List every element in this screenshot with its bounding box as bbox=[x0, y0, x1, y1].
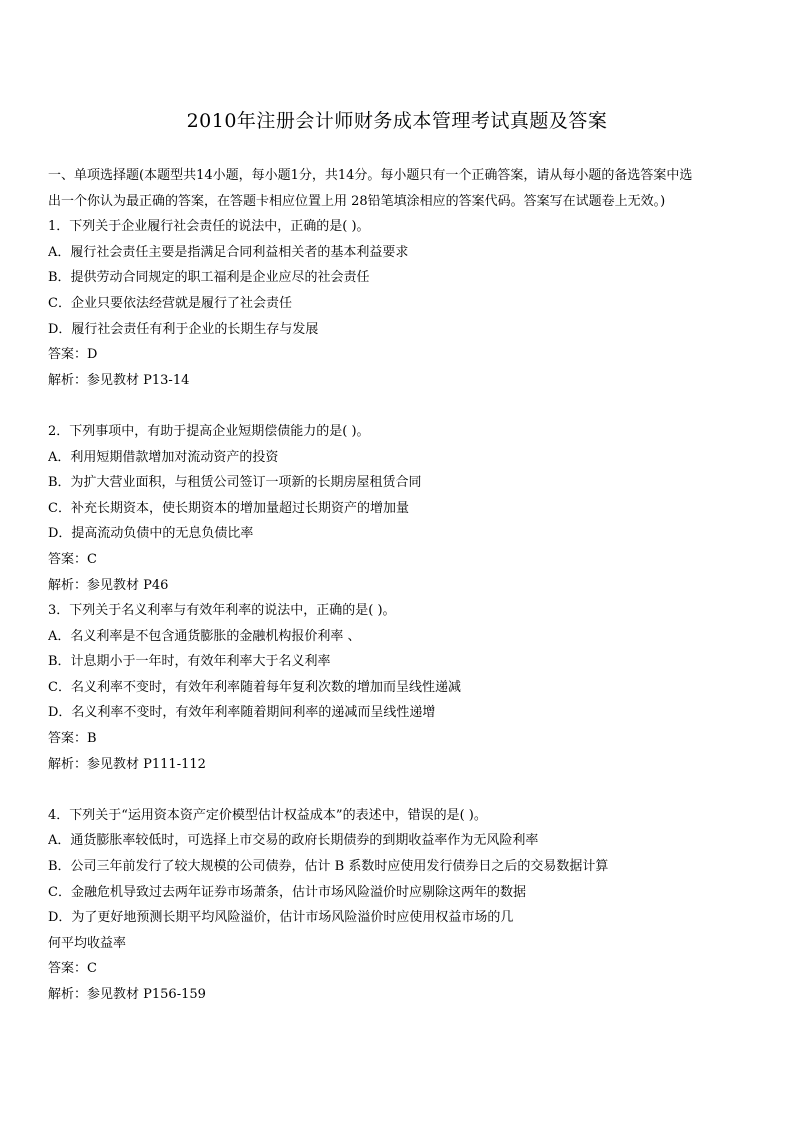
question-4 bbox=[48, 803, 768, 1008]
option-b: B．计息期小于一年时，有效年利率大于名义利率 bbox=[48, 654, 331, 670]
option-c: C．企业只要依法经营就是履行了社会责任 bbox=[48, 295, 292, 311]
option-c: C．名义利率不变时，有效年利率随着每年复利次数的增加而呈线性递减 bbox=[48, 679, 461, 695]
option-a: A．履行社会责任主要是指满足合同利益相关者的基本利益要求 bbox=[48, 244, 409, 260]
option-c: C．金融危机导致过去两年证券市场萧条，估计市场风险溢价时应剔除这两年的数据 bbox=[48, 884, 526, 900]
option-a: A．名义利率是不包含通货膨胀的金融机构报价利率 、 bbox=[48, 628, 361, 644]
answer: 答案：C bbox=[48, 961, 97, 977]
document-body bbox=[48, 163, 768, 1008]
option-d-continued: 何平均收益率 bbox=[48, 935, 127, 951]
answer: 答案：D bbox=[48, 347, 98, 363]
option-b: B．为扩大营业面积，与租赁公司签订一项新的长期房屋租赁合同 bbox=[48, 475, 422, 491]
option-c: C．补充长期资本，使长期资本的增加量超过长期资产的增加量 bbox=[48, 500, 409, 516]
option-d: D．为了更好地预测长期平均风险溢价，估计市场风险溢价时应使用权益市场的几 bbox=[48, 910, 514, 926]
option-d: D．提高流动负债中的无息负债比率 bbox=[48, 526, 254, 542]
option-a: A．通货膨胀率较低时，可选择上市交易的政府长期债券的到期收益率作为无风险利率 bbox=[48, 833, 539, 849]
question-1 bbox=[48, 214, 768, 393]
spacer bbox=[48, 777, 768, 803]
question-stem: 4．下列关于“运用资本资产定价模型估计权益成本”的表述中，错误的是( )。 bbox=[48, 807, 487, 823]
question-stem: 2．下列事项中，有助于提高企业短期偿债能力的是( )。 bbox=[48, 423, 370, 439]
spacer bbox=[48, 393, 768, 419]
question-stem: 3．下列关于名义利率与有效年利率的说法中，正确的是( )。 bbox=[48, 603, 396, 619]
analysis: 解析：参见教材 P46 bbox=[48, 577, 169, 593]
answer: 答案：C bbox=[48, 551, 97, 567]
question-2 bbox=[48, 419, 768, 598]
option-d: D．名义利率不变时，有效年利率随着期间利率的递减而呈线性递增 bbox=[48, 705, 436, 721]
answer: 答案：B bbox=[48, 731, 97, 747]
option-b: B．公司三年前发行了较大规模的公司债券，估计 B 系数时应使用发行债券日之后的交易数据计算 bbox=[48, 859, 609, 875]
analysis: 解析：参见教材 P13-14 bbox=[48, 372, 190, 388]
option-a: A．利用短期借款增加对流动资产的投资 bbox=[48, 449, 279, 465]
analysis: 解析：参见教材 P156-159 bbox=[48, 987, 206, 1002]
instructions-line-1: 一、单项选择题(本题型共14小题，每小题1分，共14分。每小题只有一个正确答案，请从每小题的备选答案中选 bbox=[48, 168, 693, 183]
option-b: B．提供劳动合同规定的职工福利是企业应尽的社会责任 bbox=[48, 270, 370, 286]
page-title: 2010年注册会计师财务成本管理考试真题及答案 bbox=[186, 110, 608, 132]
option-d: D．履行社会责任有利于企业的长期生存与发展 bbox=[48, 321, 319, 337]
instructions-line-2: 出一个你认为最正确的答案，在答题卡相应位置上用 28铅笔填涂相应的答案代码。答案写在试题卷上无效。) bbox=[48, 193, 666, 209]
question-3 bbox=[48, 598, 768, 777]
question-stem: 1．下列关于企业履行社会责任的说法中，正确的是( )。 bbox=[48, 219, 370, 235]
analysis: 解析：参见教材 P111-112 bbox=[48, 756, 206, 772]
